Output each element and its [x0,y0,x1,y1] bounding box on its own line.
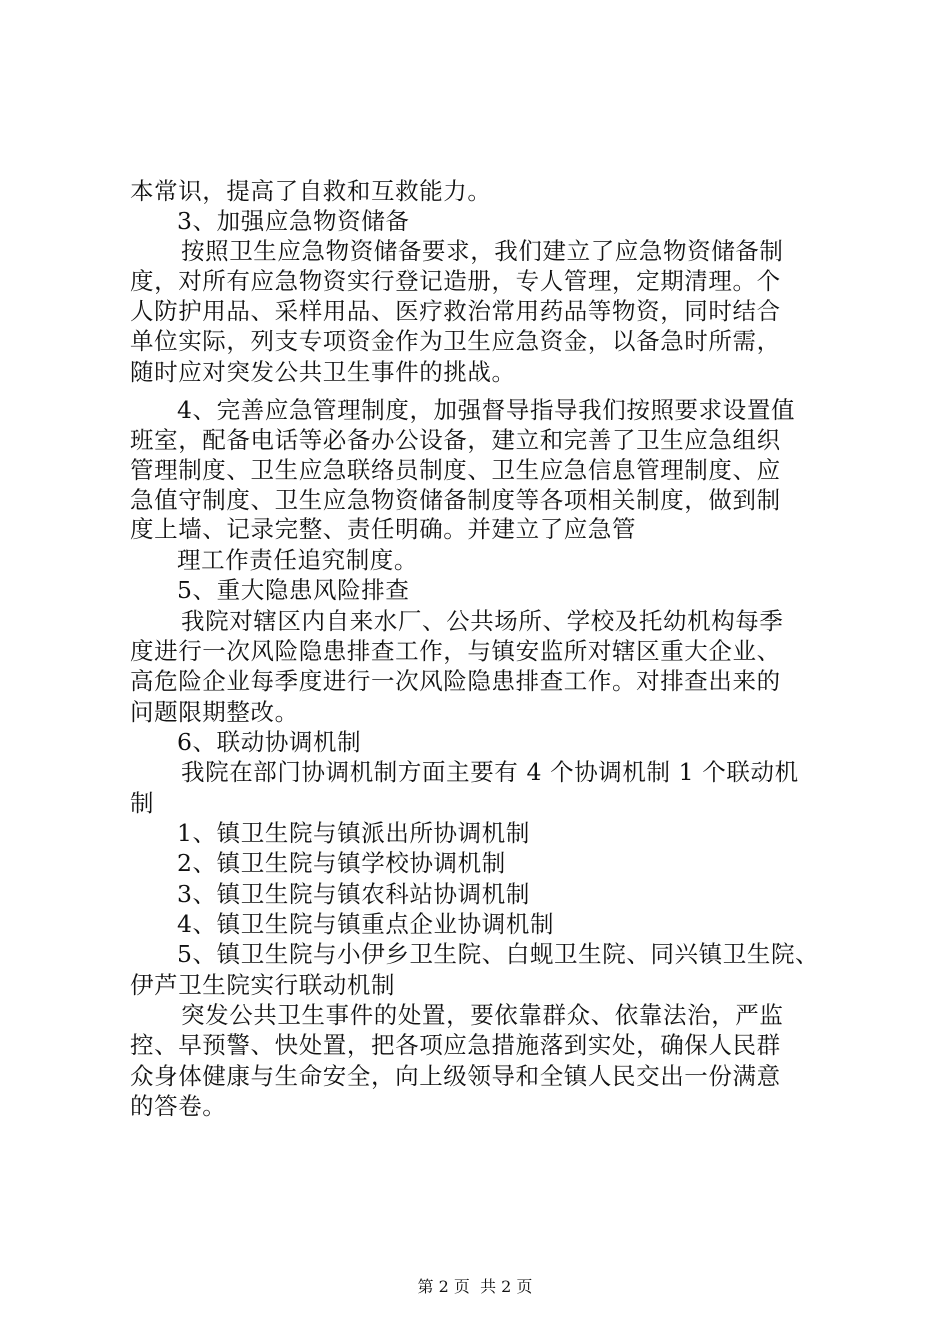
text-line: 突发公共卫生事件的处置，要依靠群众、依靠法治，严监 [181,1001,784,1029]
text-line: 高危险企业每季度进行一次风险隐患排查工作。对排查出来的 [130,667,781,695]
text-line: 众身体健康与生命安全，向上级领导和全镇人民交出一份满意 [130,1062,781,1090]
text-line: 班室，配备电话等必备办公设备，建立和完善了卫生应急组织 [130,426,781,454]
text-line: 我院在部门协调机制方面主要有 4 个协调机制 1 个联动机 [181,758,799,786]
section-heading: 5、重大隐患风险排查 [177,576,410,604]
text-line: 制 [130,789,155,817]
text-line: 随时应对突发公共卫生事件的挑战。 [130,358,516,386]
list-item: 3、镇卫生院与镇农科站协调机制 [177,880,530,908]
text-line: 度进行一次风险隐患排查工作，与镇安监所对辖区重大企业、 [130,637,781,665]
text-line: 问题限期整改。 [130,698,299,726]
text-line: 度，对所有应急物资实行登记造册，专人管理，定期清理。个 [130,267,781,295]
list-item: 5、镇卫生院与小伊乡卫生院、白蚬卫生院、同兴镇卫生院、 [177,940,820,968]
section-heading: 4、完善应急管理制度，加强督导指导我们按照要求设置值 [177,396,796,424]
text-line: 管理制度、卫生应急联络员制度、卫生应急信息管理制度、应 [130,456,781,484]
text-line: 的答卷。 [130,1092,227,1120]
section-heading: 3、加强应急物资储备 [177,207,410,235]
list-item: 1、镇卫生院与镇派出所协调机制 [177,819,530,847]
text-line: 度上墙、记录完整、责任明确。并建立了应急管 [130,515,637,543]
text-line: 人防护用品、采样用品、医疗救治常用药品等物资，同时结合 [130,297,781,325]
text-line: 伊芦卫生院实行联动机制 [130,971,396,999]
text-line: 本常识，提高了自救和互救能力。 [130,177,492,205]
text-line: 单位实际，列支专项资金作为卫生应急资金，以备急时所需， [130,327,781,355]
list-item: 2、镇卫生院与镇学校协调机制 [177,849,506,877]
text-line: 控、早预警、快处置，把各项应急措施落到实处，确保人民群 [130,1031,781,1059]
text-line: 我院对辖区内自来水厂、公共场所、学校及托幼机构每季 [181,607,784,635]
text-line: 理工作责任追究制度。 [177,546,418,574]
text-line: 按照卫生应急物资储备要求，我们建立了应急物资储备制 [181,237,784,265]
page-footer: 第 2 页 共 2 页 [417,1277,533,1296]
text-line: 急值守制度、卫生应急物资储备制度等各项相关制度，做到制 [130,486,781,514]
list-item: 4、镇卫生院与镇重点企业协调机制 [177,910,555,938]
section-heading: 6、联动协调机制 [177,728,362,756]
